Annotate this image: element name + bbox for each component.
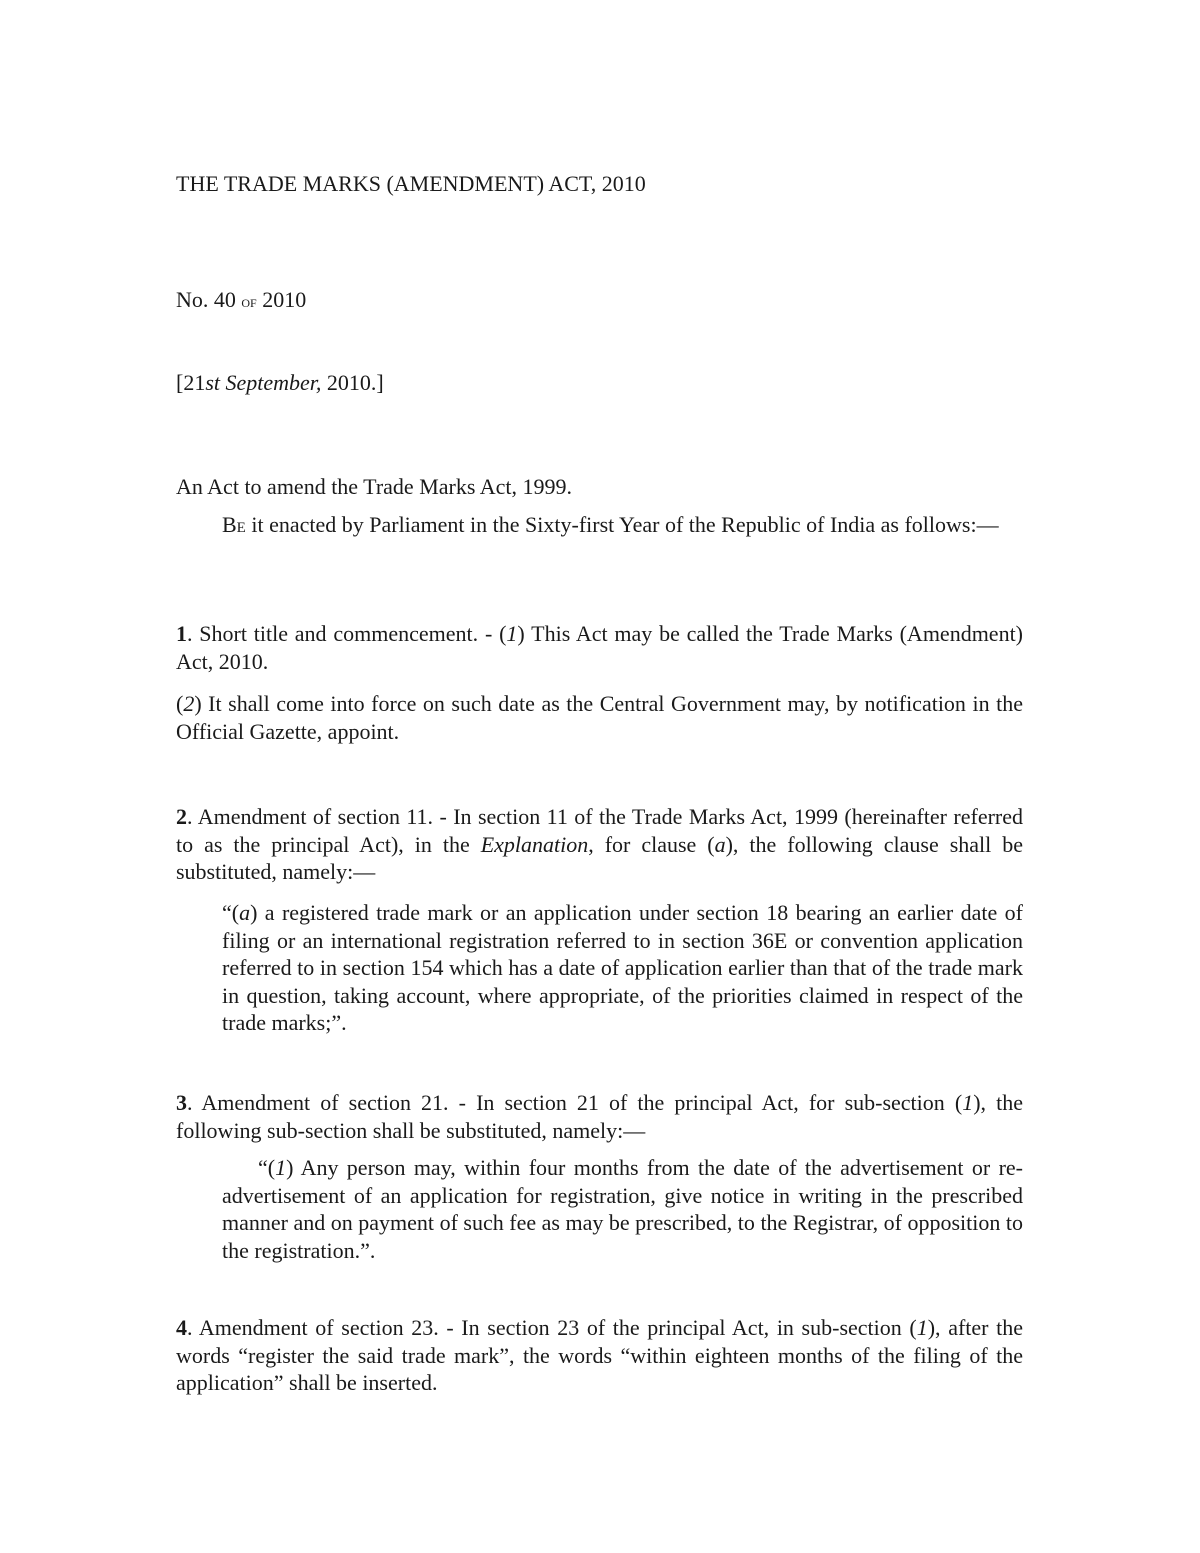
section-3-text-a: . Amendment of section 21. - In section 21 of the principal Act, for sub-section ( bbox=[187, 1090, 963, 1115]
section-2-text-b: , for clause ( bbox=[588, 831, 715, 857]
act-title: THE TRADE MARKS (AMENDMENT) ACT, 2010 bbox=[176, 171, 646, 196]
long-title: An Act to amend the Trade Marks Act, 1999. bbox=[176, 474, 572, 499]
section-3-number: 3 bbox=[176, 1090, 187, 1115]
act-date-month: st September, bbox=[205, 370, 322, 395]
section-1-head: . Short title and commencement. - ( bbox=[187, 621, 507, 646]
section-2-number: 2 bbox=[176, 804, 187, 829]
section-4-heading bbox=[176, 1314, 1023, 1397]
section-3-quoted-subsection bbox=[222, 1154, 1023, 1264]
section-2-quote-text: ) a registered trade mark or an application under section 18 bearing an earlier date of filing or an international registration referred to in section 36E or convention application referred to in section 154 which has a date of application earlier than that of the trade mark in question, taking account, where appropriate, of the priorities claimed in respect of the trade marks;”. bbox=[222, 900, 1023, 1035]
section-1-para-2-open: ( bbox=[176, 691, 184, 716]
act-date-open: [21 bbox=[176, 370, 206, 395]
section-4-text-b: ), after the words “register the said trade mark”, the words “within eighteen months of the filing of the application” shall be inserted. bbox=[176, 1315, 1023, 1395]
section-1-sub-1: 1 bbox=[506, 621, 518, 646]
act-number-year: 2010 bbox=[262, 287, 307, 312]
section-2-heading bbox=[176, 803, 1023, 886]
section-3-sub: 1 bbox=[962, 1090, 974, 1115]
enacting-formula-lead: Be bbox=[222, 512, 246, 537]
section-1-text-1: ) This Act may be called the Trade Marks (Amendment) Act, 2010. bbox=[176, 621, 1024, 674]
act-number bbox=[176, 286, 1023, 316]
section-2-explanation: Explanation bbox=[480, 831, 589, 857]
act-date bbox=[176, 369, 1023, 397]
section-3-quote-text: ) Any person may, within four months from the date of the advertisement or re-advertisement of an application for registration, give notice in writing in the prescribed manner and on payment of such fee as may be prescribed, to the Registrar, of opposition to the registration.”. bbox=[222, 1155, 1023, 1263]
section-3-heading bbox=[176, 1089, 1023, 1144]
section-1-number: 1 bbox=[176, 621, 187, 646]
section-2-quote-clause: a bbox=[239, 900, 251, 925]
section-2-quote-open: “( bbox=[222, 900, 240, 925]
section-3-quote-open: “( bbox=[258, 1155, 276, 1180]
act-number-prefix: No. 40 bbox=[176, 287, 236, 312]
act-number-of: of bbox=[241, 292, 257, 311]
section-4-sub: 1 bbox=[916, 1315, 928, 1340]
section-2-text-c: ), the following clause shall be substituted, namely:— bbox=[176, 831, 1024, 884]
enacting-formula bbox=[176, 511, 1023, 539]
section-1-paragraph-2 bbox=[176, 690, 1023, 745]
section-3-quote-sub: 1 bbox=[275, 1155, 287, 1180]
section-1-para-2-text: ) It shall come into force on such date as the Central Government may, by notification in the Official Gazette, appoint. bbox=[176, 691, 1023, 744]
enacting-formula-rest: it enacted by Parliament in the Sixty-first Year of the Republic of India as follows:— bbox=[245, 512, 999, 537]
section-2-quoted-clause bbox=[222, 899, 1023, 1037]
section-2-clause: a bbox=[714, 831, 726, 857]
section-3-text-b: ), the following sub-section shall be substituted, namely:— bbox=[176, 1090, 1024, 1143]
section-4-text-a: . Amendment of section 23. - In section 23 of the principal Act, in sub-section ( bbox=[187, 1315, 917, 1340]
section-1-heading bbox=[176, 620, 1023, 675]
section-1-sub-2: 2 bbox=[183, 691, 195, 716]
section-4-number: 4 bbox=[176, 1315, 187, 1340]
act-date-year: 2010.] bbox=[321, 370, 384, 395]
section-2-text-a: . Amendment of section 11. - In section 11 of the Trade Marks Act, 1999 (hereinafter referred to as the principal Act), in the bbox=[176, 804, 1023, 857]
